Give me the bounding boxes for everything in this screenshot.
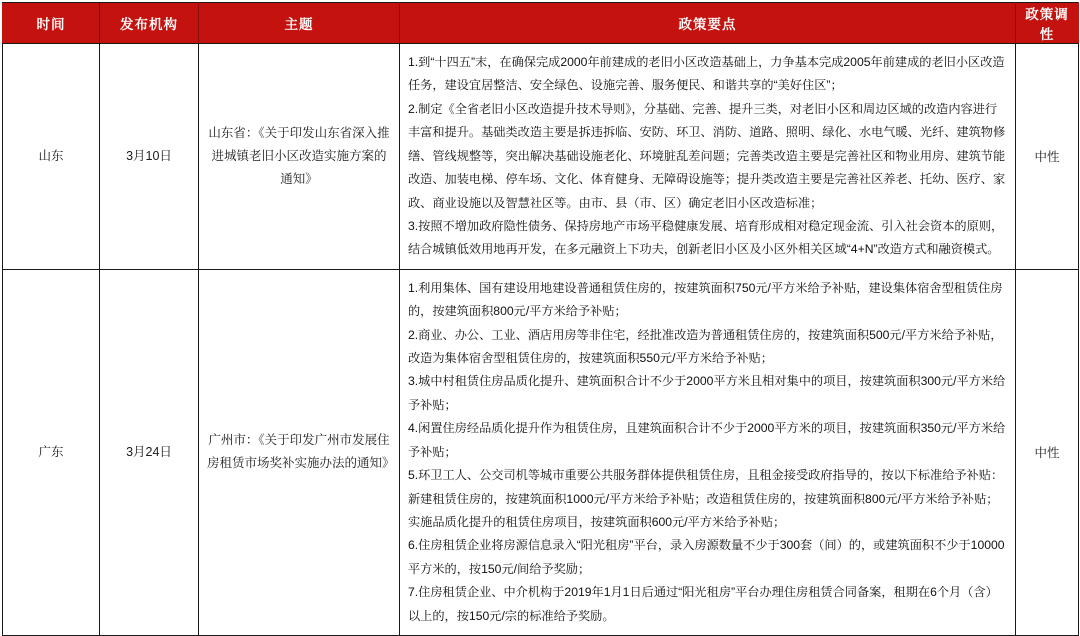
table-body (3, 44, 1079, 636)
table-row (3, 269, 1079, 635)
policy-point: 2.商业、办公、工业、酒店用房等非住宅，经批准改造为普通租赁住房的，按建筑面积500元/平方米给予补贴，改造为集体宿舍型租赁住房的，按建筑面积550元/平方米给予补贴； (408, 327, 1003, 366)
policy-point: 6.住房租赁企业将房源信息录入“阳光租房”平台，录入房源数量不少于300套（间）的，或建筑面积不少于10000平方米的，按150元/间给予奖励； (408, 538, 1005, 576)
table-row (3, 44, 1079, 270)
policy-summary-table (2, 2, 1079, 636)
policy-point: 1.到“十四五”末，在确保完成2000年前建成的老旧小区改造基础上，力争基本完成2005年前建成的老旧小区改造任务，建设宜居整洁、安全绿色、设施完善、服务便民、和谐共享的“美好住区”； (408, 55, 1005, 93)
column-header-time: 时间 (3, 3, 100, 44)
cell-date: 3月10日 (100, 44, 199, 270)
policy-point: 1.利用集体、国有建设用地建设普通租赁住房的，按建筑面积750元/平方米给予补贴，建设集体宿舍型租赁住房的，按建筑面积800元/平方米给予补贴； (408, 280, 1003, 319)
column-header-topic: 主题 (199, 3, 400, 44)
cell-policy-tone: 中性 (1016, 269, 1079, 635)
cell-region: 山东 (3, 44, 100, 270)
column-header-agency: 发布机构 (100, 3, 199, 44)
cell-date: 3月24日 (100, 269, 199, 635)
policy-point: 3.城中村租赁住房品质化提升、建筑面积合计不少于2000平方米且相对集中的项目，按建筑面积300元/平方米给予补贴； (408, 374, 1006, 412)
policy-point: 3.按照不增加政府隐性债务、保持房地产市场平稳健康发展、培育形成相对稳定现金流、引入社会资本的原则，结合城镇低效用地再开发，在多元融资上下功夫，创新老旧小区及小区外相关区域“4+N”改造方式和融资模式。 (408, 218, 1004, 257)
policy-point: 4.闲置住房经品质化提升作为租赁住房，且建筑面积合计不少于2000平方米的项目，按建筑面积350元/平方米给予补贴； (408, 421, 1006, 459)
cell-topic: 广州市：《关于印发广州市发展住房租赁市场奖补实施办法的通知》 (199, 269, 400, 635)
cell-policy-points (400, 44, 1016, 270)
cell-policy-tone: 中性 (1016, 44, 1079, 270)
table-header (3, 3, 1079, 44)
column-header-policy-points: 政策要点 (400, 3, 1016, 44)
cell-region: 广东 (3, 269, 100, 635)
table-header-row (3, 3, 1079, 44)
column-header-policy-tone: 政策调性 (1016, 3, 1079, 44)
policy-point: 5.环卫工人、公交司机等城市重要公共服务群体提供租赁住房，且租金接受政府指导的，按以下标准给予补贴：新建租赁住房的，按建筑面积1000元/平方米给予补贴；改造租赁住房的，按建筑面积800元/平方米给予补贴；实施品质化提升的租赁住房项目，按建筑面积600元/平方米给予补贴； (408, 468, 1004, 530)
cell-topic: 山东省：《关于印发山东省深入推进城镇老旧小区改造实施方案的通知》 (199, 44, 400, 270)
cell-policy-points (400, 269, 1016, 635)
policy-point: 7.住房租赁企业、中介机构于2019年1月1日后通过“阳光租房”平台办理住房租赁合同备案，租期在6个月（含）以上的，按150元/宗的标准给予奖励。 (408, 585, 998, 623)
policy-point: 2.制定《全省老旧小区改造提升技术导则》，分基础、完善、提升三类，对老旧小区和周边区域的改造内容进行丰富和提升。基础类改造主要是拆违拆临、安防、环卫、消防、道路、照明、绿化、水电气暖、光纤、建筑物修缮、管线规整等，突出解决基础设施老化、环境脏乱差问题；完善类改造主要是完善社区和物业用房、建筑节能改造、加装电梯、停车场、文化、体育健身、无障碍设施等；提升类改造主要是完善社区养老、托幼、医疗、家政、商业设施以及智慧社区等。由市、县（市、区）确定老旧小区改造标准； (408, 101, 1006, 210)
